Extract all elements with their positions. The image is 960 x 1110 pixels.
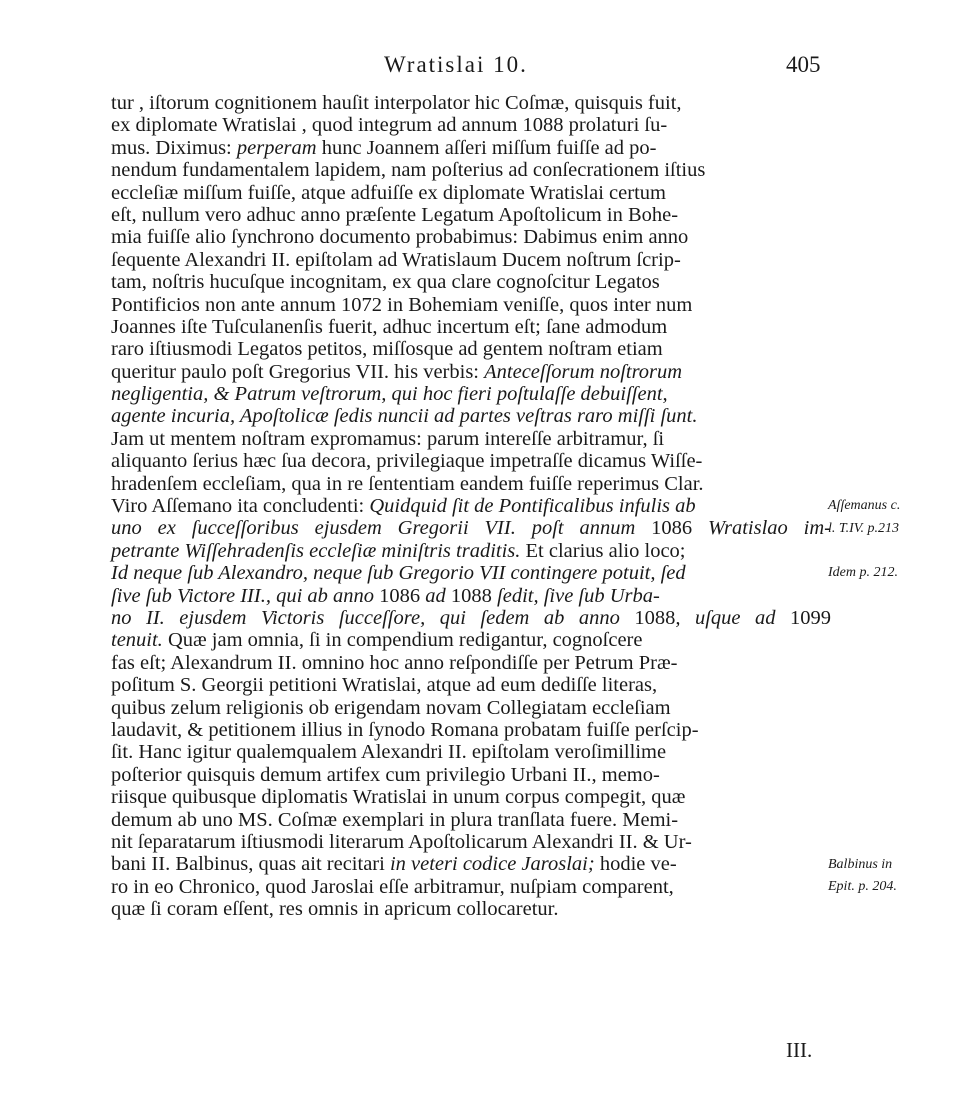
text-line: [111, 853, 831, 875]
italic-text-segment: tenuit.: [111, 629, 163, 652]
text-line: [111, 629, 831, 651]
text-segment: riisque quibusque diplomatis Wratislai in unum corpus compegit, quæ: [111, 786, 686, 809]
italic-text-segment: Anteceſſorum noſtrorum: [484, 360, 683, 383]
text-segment: eccleſiæ miſſum fuiſſe, atque adfuiſſe ex diplomate Wratislai certum: [111, 181, 666, 204]
running-head: Wratislai 10.: [384, 52, 528, 77]
margin-note: Idem p. 212.: [828, 565, 898, 581]
margin-note: Balbinus in: [828, 856, 893, 872]
text-segment: Pontificios non ante annum 1072 in Bohemiam veniſſe, quos inter num: [111, 293, 693, 316]
body-text: [111, 92, 831, 920]
text-segment: tur , iſtorum cognitionem hauſit interpolator hic Coſmæ, quisquis fuit,: [111, 92, 682, 114]
text-segment: demum ab uno MS. Coſmæ exemplari in plura tranſlata fuere. Memi-: [111, 808, 679, 831]
text-line: [111, 428, 831, 450]
text-line: [111, 809, 831, 831]
text-segment: quibus zelum religionis ob erigendam novam Collegiatam eccleſiam: [111, 696, 671, 719]
text-line: [111, 741, 831, 763]
text-segment: poſitum S. Georgii petitioni Wratislai, atque ad eum dediſſe literas,: [111, 674, 658, 697]
text-line: [111, 92, 831, 114]
text-segment: queritur paulo poſt Gregorius VII. his verbis:: [111, 360, 485, 383]
italic-text-segment: no II. ejusdem Victoris ſucceſſore, qui ſedem ab anno: [111, 606, 635, 629]
text-line: [111, 562, 831, 584]
text-line: [111, 876, 831, 898]
text-line: [111, 114, 831, 136]
text-segment: quæ ſi coram eſſent, res omnis in apricum collocaretur.: [111, 898, 559, 921]
text-line: [111, 697, 831, 719]
text-segment: fas eſt; Alexandrum II. omnino hoc anno reſpondiſſe per Petrum Præ-: [111, 651, 678, 674]
italic-text-segment: Wratislao im-: [692, 517, 831, 540]
text-line: [111, 473, 831, 495]
text-line: [111, 450, 831, 472]
text-line: [111, 316, 831, 338]
text-line: [111, 674, 831, 696]
text-segment: ex diplomate Wratislai , quod integrum ad annum 1088 prolaturi ſu-: [111, 114, 668, 137]
text-segment: hodie ve-: [594, 853, 677, 876]
italic-text-segment: Id neque ſub Alexandro, neque ſub Gregorio VII contingere potuit, ſed: [111, 562, 686, 585]
text-segment: nit ſeparatarum iſtiusmodi literarum Apoſtolicarum Alexandri II. & Ur-: [111, 830, 692, 853]
text-line: [111, 652, 831, 674]
text-line: [111, 338, 831, 360]
text-segment: laudavit, & petitionem illius in ſynodo Romana probatam fuiſſe perſcip-: [111, 718, 699, 741]
text-segment: nendum fundamentalem lapidem, nam poſterius ad conſecrationem iſtius: [111, 159, 706, 182]
text-segment: 1099: [790, 606, 832, 629]
text-segment: eſt, nullum vero adhuc anno præſente Legatum Apoſtolicum in Bohe-: [111, 203, 679, 226]
text-segment: bani II. Balbinus, quas ait recitari: [111, 853, 390, 876]
catchword: III.: [786, 1038, 813, 1062]
text-segment: tam, noſtris hucuſque incognitam, ex qua clare cognoſcitur Legatos: [111, 271, 660, 294]
text-line: [111, 249, 831, 271]
italic-text-segment: ſive ſub Victore III., qui ab anno: [111, 584, 380, 607]
text-line: [111, 540, 831, 562]
italic-text-segment: petrante Wiſſehradenſis eccleſiæ miniſtris traditis.: [111, 539, 521, 562]
margin-note: l. T.IV. p.213: [828, 520, 900, 536]
text-line: [111, 786, 831, 808]
italic-text-segment: , uſque ad: [675, 606, 791, 629]
italic-text-segment: in veteri codice Jaroslai;: [389, 853, 595, 876]
text-segment: 1086: [379, 584, 421, 607]
text-line: [111, 405, 831, 427]
text-line: [111, 517, 831, 539]
text-line: [111, 159, 831, 181]
text-line: [111, 226, 831, 248]
text-line: [111, 764, 831, 786]
italic-text-segment: ad: [420, 584, 451, 607]
text-line: [111, 182, 831, 204]
text-segment: Viro Aſſemano ita concludenti:: [111, 495, 370, 518]
text-segment: Et clarius alio loco;: [520, 539, 686, 562]
text-segment: hradenſem eccleſiam, qua in re ſententiam eandem fuiſſe reperimus Clar.: [111, 472, 704, 495]
text-line: [111, 294, 831, 316]
text-line: [111, 607, 831, 629]
page-number: 405: [786, 52, 821, 77]
text-segment: mus. Diximus:: [111, 136, 237, 159]
italic-text-segment: agente incuria, Apoſtolicæ ſedis nuncii ad partes veſtras raro miſſi ſunt.: [111, 405, 698, 428]
text-line: [111, 585, 831, 607]
text-segment: ſit. Hanc igitur qualemqualem Alexandri II. epiſtolam veroſimillime: [111, 741, 667, 764]
margin-note: Aſſemanus c.: [828, 498, 901, 514]
text-segment: Quæ jam omnia, ſi in compendium redigantur, cognoſcere: [162, 629, 643, 652]
italic-text-segment: uno ex ſucceſſoribus ejusdem Gregorii VII. poſt annum: [111, 517, 652, 540]
text-segment: aliquanto ſerius hæc ſua decora, privilegiaque impetraſſe dicamus Wiſſe-: [111, 450, 703, 473]
text-segment: Jam ut mentem noſtram expromamus: parum intereſſe arbitramur, ſi: [111, 427, 665, 450]
text-line: [111, 495, 831, 517]
text-segment: 1088: [634, 606, 676, 629]
text-segment: hunc Joannem aſſeri miſſum fuiſſe ad po-: [316, 136, 657, 159]
text-segment: ro in eo Chronico, quod Jaroslai eſſe arbitramur, nuſpiam comparent,: [111, 875, 674, 898]
text-line: [111, 361, 831, 383]
text-segment: mia fuiſſe alio ſynchrono documento probabimus: Dabimus enim anno: [111, 226, 689, 249]
italic-text-segment: Quidquid ſit de Pontificalibus infulis ab: [369, 495, 696, 518]
text-line: [111, 898, 831, 920]
italic-text-segment: perperam: [236, 136, 317, 159]
text-segment: poſterior quisquis demum artifex cum privilegio Urbani II., memo-: [111, 763, 660, 786]
text-segment: 1088: [450, 584, 492, 607]
text-segment: Joannes iſte Tuſculanenſis fuerit, adhuc incertum eſt; ſane admodum: [111, 315, 668, 338]
italic-text-segment: negligentia, & Patrum veſtrorum, qui hoc fieri poſtulaſſe debuiſſent,: [111, 383, 668, 406]
text-line: [111, 204, 831, 226]
text-line: [111, 831, 831, 853]
text-segment: ſequente Alexandri II. epiſtolam ad Wratislaum Ducem noſtrum ſcrip-: [111, 248, 681, 271]
italic-text-segment: ſedit, ſive ſub Urba-: [491, 584, 660, 607]
text-line: [111, 137, 831, 159]
text-line: [111, 719, 831, 741]
text-line: [111, 383, 831, 405]
text-line: [111, 271, 831, 293]
margin-note: Epit. p. 204.: [828, 879, 897, 894]
text-segment: 1086: [651, 517, 693, 540]
text-segment: raro iſtiusmodi Legatos petitos, miſſosque ad gentem noſtram etiam: [111, 338, 663, 361]
